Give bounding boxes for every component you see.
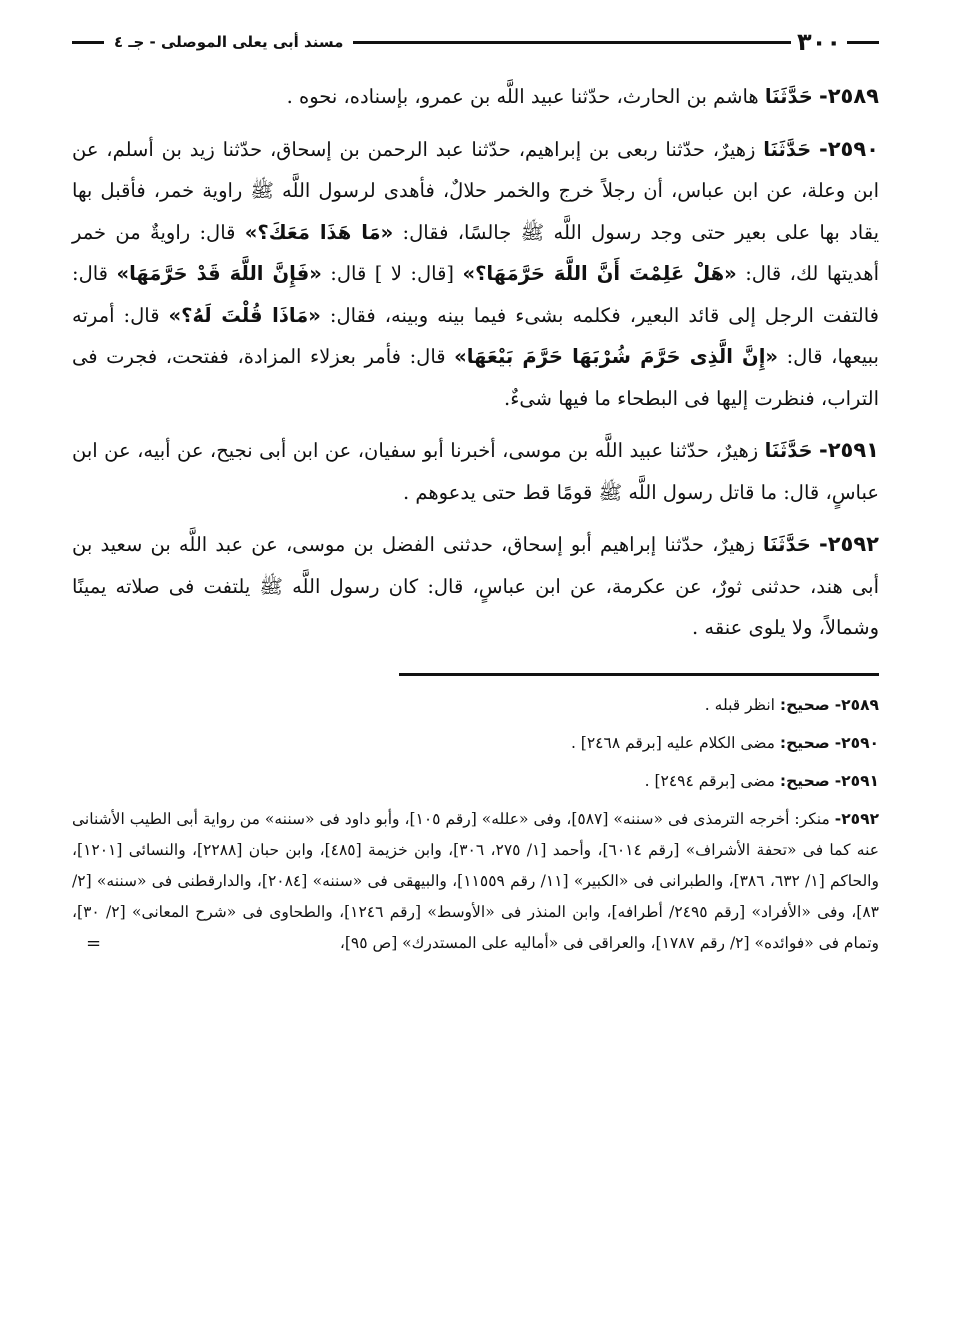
footnote-2592: [72, 804, 879, 959]
footnote-2591: [72, 766, 879, 797]
prophet-speech: «فَإِنَّ اللَّهَ قَدْ حَرَّمَهَا»: [116, 262, 322, 285]
hadith-2592: [72, 524, 879, 649]
grading-label: صحيح:: [779, 733, 830, 752]
hadith-number: ٢٥٩٢-: [818, 532, 879, 556]
book-title: مسند أبى يعلى الموصلى - جـ ٤: [114, 33, 344, 51]
hadith-text: هاشم بن الحارث، حدّثنا عبيد اللَّه بن عمرو، بإسناده، نحوه .: [286, 85, 759, 108]
footnote-text: مضى الكلام عليه [برقم ٢٤٦٨] .: [570, 733, 780, 752]
header-rule-start: [847, 41, 879, 44]
hadith-text: زهيرٌ، حدّثنا عبيد اللَّه بن موسى، أخبرنا أبو سفيان، عن ابن أبى نجيح، عن أبيه، عن ابن عباسٍ، قال: ما قاتل رسول اللَّه ﷺ قومًا قط حتى يدعوهم .: [72, 439, 879, 504]
hadith-text: زهيرٌ، حدّثنا ربعى بن إبراهيم، حدّثنا عبد الرحمن بن إسحاق، حدّثنا زيد بن أسلم، عن ابن وعلة، عن ابن عباس، أن رجلاً خرج والخمر حلالٌ، فأهدى لرسول اللَّه ﷺ راوية خمر، فأقبل بها يقاد بها على بعير حتى وجد رسول اللَّه ﷺ جالسًا، فقال:: [72, 137, 880, 244]
footnote-number: ٢٥٩٠-: [834, 733, 879, 752]
hadith-opening: حَدَّثَنَا: [764, 439, 813, 462]
continuation-mark: =: [86, 932, 102, 954]
hadith-text: [قال: لا ] قال:: [321, 262, 463, 285]
footnote-2589: [72, 690, 879, 721]
hadith-number: ٢٥٩٠-: [819, 136, 879, 161]
prophet-speech: «هَلْ عَلِمْتَ أَنَّ اللَّهَ حَرَّمَهَا؟»: [462, 262, 737, 285]
prophet-speech: «مَا هَذَا مَعَكَ؟»: [244, 220, 394, 244]
hadith-text: زهيرٌ، حدّثنا إبراهيم أبو إسحاق، حدثنى الفضل بن موسى، عن عبد اللَّه بن سعيد بن أبى هند، حدثنى ثورٌ، عن عكرمة، عن ابن عباسٍ، قال: كان رسول اللَّه ﷺ يلتفت فى صلاته يمينًا وشمالاً، ولا يلوى عنقه .: [72, 533, 879, 639]
running-header: [72, 22, 879, 62]
header-rule-end: [72, 41, 104, 44]
hadith-2589: [72, 76, 879, 118]
grading-label: صحيح:: [779, 695, 830, 714]
main-text: [72, 76, 879, 649]
page-number: ٣٠٠: [797, 28, 841, 56]
hadith-text: قال: فالتفت الرجل إلى قائد البعير، فكلمه بشىء فيما بينه وبينه، فقال:: [72, 262, 879, 327]
hadith-number: ٢٥٩١-: [819, 438, 879, 462]
prophet-speech: «مَاذَا قُلْتَ لَهُ؟»: [168, 303, 321, 327]
hadith-text: قال: راويةٌ من خمر أهديتها لك، قال:: [72, 220, 879, 285]
footnote-number: ٢٥٨٩-: [834, 695, 879, 714]
footnote-2590: [72, 728, 879, 759]
footnotes: [72, 690, 879, 959]
hadith-opening: حَدَّثَنَا: [763, 137, 812, 161]
footnote-separator: [399, 673, 879, 676]
hadith-text: قال: فأمر بعزلاء المزادة، ففتحت، فجرت فى التراب، فنظرت إليها فى البطحاء ما فيها شىءٌ.: [72, 345, 879, 410]
footnote-number: ٢٥٩١-: [834, 771, 879, 790]
header-rule-middle: [353, 41, 791, 44]
footnote-text: منكر: أخرجه الترمذى فى «سننه» [٥٨٧]، وفى «علله» [رقم ١٠٥]، وأبو داود فى «سننه» من رواية أبى الطيب الأشنانى عنه كما فى «تحفة الأشراف» [رقم ٦٠١٤]، وأحمد [١/ ٢٧٥، ٣٠٦]، وابن خزيمة [٤٨٥]، وابن حبان [٢٢٨٨]، والنسائى [١٢٠١]، والحاكم [١/ ٦٣٢، ٣٨٦]، والطبرانى فى «الكبير» [١١/ رقم ١١٥٥٩]، والبيهقى فى «سننه» [٢٠٨٤]، والدارقطنى فى «سننه» [٢/ ٨٣]، وفى «الأفراد» [رقم ٢٤٩٥/ أطرافه]، وابن المنذر فى «الأوسط» [رقم ١٢٤٦]، والطحاوى فى «شرح المعانى» [٢/ ٣٠]، وتمام فى «فوائده» [٢/ رقم ١٧٨٧]، والعراقى فى «أماليه على المستدرك» [ص ٩٥]،: [72, 809, 880, 952]
hadith-2590: [72, 129, 879, 420]
footnote-text: مضى [برقم ٢٤٩٤] .: [644, 771, 780, 790]
hadith-2591: [72, 430, 879, 513]
prophet-speech: «إِنَّ الَّذِى حَرَّمَ شُرْبَهَا حَرَّمَ بَيْعَهَا»: [454, 345, 778, 368]
footnote-text: انظر قبله .: [704, 695, 780, 714]
footnote-number: ٢٥٩٢-: [834, 809, 880, 828]
hadith-opening: حَدَّثَنَا: [762, 533, 811, 556]
hadith-text: قال: أمرته ببيعها، قال:: [72, 303, 879, 368]
hadith-number: ٢٥٨٩-: [819, 84, 879, 108]
grading-label: صحيح:: [779, 771, 830, 790]
hadith-opening: حَدَّثَنَا: [764, 85, 813, 108]
